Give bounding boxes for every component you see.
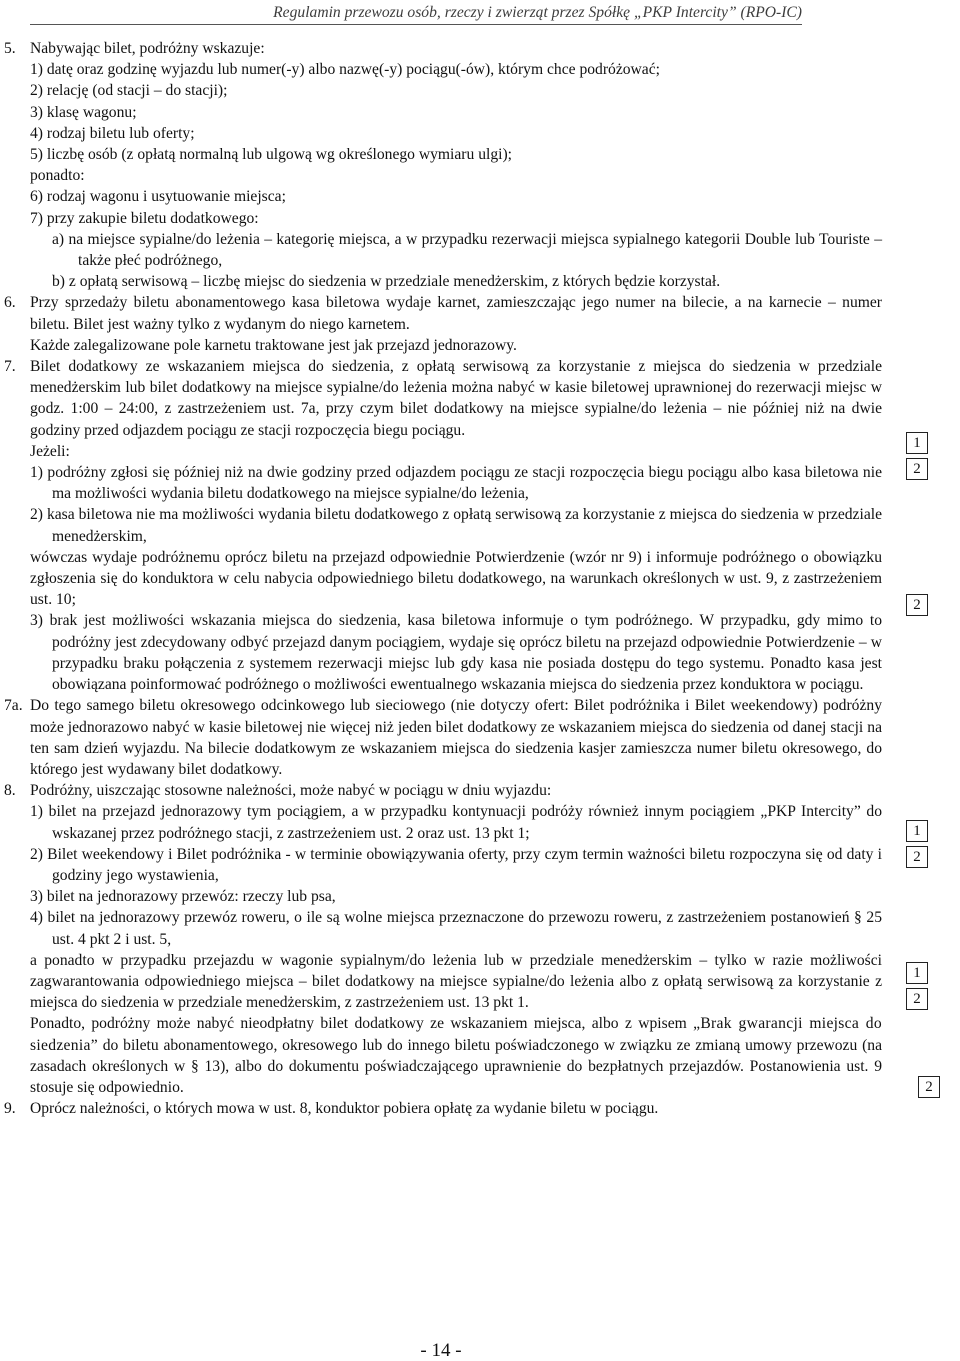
section-8-text-2c: do biletu abonamentowego, okresowego lub do innego biletu poświadczonego w związku ze zmianą umowy przewozu (na zasadach określonych w § 13), albo do dokumentu poświadczającego uprawnienie do bezpłatnych przejazdów. Postanowienia ust. 9 stosuje się odpowiednio. xyxy=(30,1036,882,1096)
section-7a xyxy=(0,695,882,780)
margin-mark: 1 xyxy=(906,820,928,842)
page-number: - 14 - xyxy=(420,1340,462,1361)
section-7-text: Bilet dodatkowy ze wskazaniem miejsca do siedzenia, z opłatą serwisową za korzystanie z miejsca do siedzenia w przedziale menedżerskim lub bilet dodatkowy na miejsce sypialne/do leżenia można nabyć w kasie biletowej uprawnionej do rezerwacji miejsc w godz. 1:00 – 24:00, z zastrzeżeniem ust. 7a, przy czym bilet dodatkowy na miejsce sypialne/do leżenia – nie później niż na dwie godziny przed odjazdem pociągu ze stacji rozpoczęcia biegu pociągu. xyxy=(30,358,882,439)
section-5-item-6: 6) rodzaj wagonu i usytuowanie miejsca; xyxy=(30,188,286,206)
section-8-item-3: 3) bilet na jednorazowy przewóz: rzeczy lub psa, xyxy=(30,888,336,906)
section-5-item-3: 3) klasę wagonu; xyxy=(30,103,137,121)
header-rule xyxy=(30,24,802,25)
margin-mark: 2 xyxy=(918,1076,940,1098)
section-8-item-2: 2) Bilet weekendowy i Bilet podróżnika - w terminie obowiązywania oferty, przy czym termin ważności biletu rozpoczyna się od daty i godziny jego wystawienia, xyxy=(30,845,882,884)
section-8-item-4: 4) bilet na jednorazowy przewóz roweru, o ile są wolne miejsca przeznaczone do przewozu roweru, z zastrzeżeniem postanowień § 25 ust. 4 pkt 2 i ust. 5, xyxy=(30,909,882,948)
document-body xyxy=(0,38,882,1119)
margin-mark: 2 xyxy=(906,458,928,480)
section-5-item-4: 4) rodzaj biletu lub oferty; xyxy=(30,124,195,142)
margin-mark: 2 xyxy=(906,594,928,616)
section-8-quote: „Brak gwarancji miejsca do siedzenia” xyxy=(30,1015,882,1054)
section-7 xyxy=(0,356,882,441)
section-7-item-2: 2) kasa biletowa nie ma możliwości wydania biletu dodatkowego z opłatą serwisową za korzystanie z miejsca do siedzenia w przedziale menedżerskim, xyxy=(30,506,882,545)
margin-mark: 2 xyxy=(906,988,928,1010)
page-header: Regulamin przewozu osób, rzeczy i zwierząt przez Spółkę „PKP Intercity” (RPO-IC) xyxy=(273,4,802,21)
section-5-item-1: 1) datę oraz godzinę wyjazdu lub numer(-y) albo nazwę(-y) pociągu(-ów), którym chce podróżować; xyxy=(30,61,660,79)
section-5-text: Nabywając bilet, podróżny wskazuje: xyxy=(30,40,265,57)
margin-mark: 1 xyxy=(906,432,928,454)
section-9 xyxy=(0,1098,882,1119)
section-5-sub-a: a) na miejsce sypialne/do leżenia – kategorię miejsca, a w przypadku rezerwacji miejsca sypialnego kategorii Double lub Touriste – także płeć podróżnego, xyxy=(52,230,882,270)
section-7a-text: Do tego samego biletu okresowego odcinkowego lub sieciowego (nie dotyczy ofert: Bilet podróżnika i Bilet weekendowy) podróżny może jednorazowo nabyć w kasie biletowej nie więcej niż jeden bilet dodatkowy ze wskazaniem miejsca do siedzenia od danej stacji na ten sam dzień wyjazdu. Na bilecie dodatkowym ze wskazaniem miejsca do siedzenia kasjer zamieszcza numer biletu okresowego, do którego jest wydawany bilet dodatkowy. xyxy=(30,697,882,778)
margin-mark: 1 xyxy=(906,962,928,984)
section-6 xyxy=(0,292,882,334)
section-8-text: Podróżny, uiszczając stosowne należności, może nabyć w pociągu w dniu wyjazdu: xyxy=(30,782,552,800)
section-8-ponadto: a ponadto w przypadku przejazdu w wagonie sypialnym/do leżenia lub w przedziale menedżerskim – tylko w razie możliwości zagwarantowania odpowiedniego miejsca – bilet dodatkowy na miejsce sypialne/do leżenia albo z opłatą serwisową za korzystanie z miejsca do siedzenia w przedziale menedżerskim, z zastrzeżeniem ust. 13 pkt 1. xyxy=(30,951,882,1012)
section-9-text: Oprócz należności, o których mowa w ust. 8, konduktor pobiera opłatę za wydanie biletu w pociągu. xyxy=(30,1100,659,1118)
section-8-text-2a: Ponadto, podróżny może nabyć nieodpłatny bilet dodatkowy ze wskazaniem miejsca, albo z wpisem xyxy=(30,1015,694,1033)
section-5-sub-b: b) z opłatą serwisową – liczbę miejsc do siedzenia w przedziale menedżerskim, z których będzie korzystał. xyxy=(52,273,721,291)
section-7a-label: 7a. xyxy=(4,697,23,715)
section-7-item-1: 1) podróżny zgłosi się później niż na dwie godziny przed odjazdem pociągu ze stacji rozpoczęcia biegu pociągu albo kasa biletowa nie ma możliwości wydania biletu dodatkowego na miejsce sypialne/do leżenia, xyxy=(30,464,882,503)
section-5-item-5: 5) liczbę osób (z opłatą normalną lub ulgową wg określonego wymiaru ulgi); xyxy=(30,146,512,164)
section-8-text-2 xyxy=(0,1013,882,1098)
section-5-label: 5. xyxy=(4,40,16,57)
section-5-item-2: 2) relację (od stacji – do stacji); xyxy=(30,82,228,100)
section-5-item-7: 7) przy zakupie biletu dodatkowego: xyxy=(30,209,259,227)
section-7-item-3: 3) brak jest możliwości wskazania miejsca do siedzenia, kasa biletowa informuje o tym podróżnego. W przypadku, gdy mimo to podróżny jest zdecydowany odbyć przejazd danym pociągiem, wydaje się oprócz biletu na przejazd odpowiednie Potwierdzenie – w przypadku braku połączenia z systemem rezerwacji miejsc lub gdy kasa nie posiada dostępu do tego systemu. Ponadto kasa jest obowiązana poinformować podróżnego o możliwości ewentualnego wskazania miejsca do siedzenia przez konduktora w pociągu. xyxy=(30,612,882,694)
section-6-text: Przy sprzedaży biletu abonamentowego kasa biletowa wydaje karnet, zamieszczając jego numer na bilecie, a na karnecie – numer biletu. Bilet jest ważny tylko z wydanym do niego karnetem. xyxy=(30,294,882,333)
section-9-label: 9. xyxy=(4,1100,16,1118)
section-7-label: 7. xyxy=(4,358,16,376)
section-8-label: 8. xyxy=(4,782,16,800)
section-7-jezeli: Jeżeli: xyxy=(30,442,70,460)
section-5-ponadto: ponadto: xyxy=(30,167,85,185)
section-8-item-1: 1) bilet na przejazd jednorazowy tym pociągiem, a w przypadku kontynuacji podróży również innym pociągiem „PKP Intercity” do wskazanej przez podróżnego stacji, z zastrzeżeniem ust. 2 oraz ust. 13 pkt 1; xyxy=(30,803,882,842)
section-8 xyxy=(0,780,882,801)
margin-mark: 2 xyxy=(906,846,928,868)
section-7-wowczas: wówczas wydaje podróżnemu oprócz biletu na przejazd odpowiednie Potwierdzenie (wzór nr 9) i informuje podróżnego o obowiązku zgłoszenia się do konduktora w celu nabycia odpowiedniego biletu dodatkowego, na warunkach określonych w ust. 9, z zastrzeżeniem ust. 10; xyxy=(30,548,882,609)
section-5-intro xyxy=(0,38,882,59)
section-6-label: 6. xyxy=(4,294,16,312)
section-6-text-2: Każde zalegalizowane pole karnetu traktowane jest jak przejazd jednorazowy. xyxy=(30,336,517,354)
